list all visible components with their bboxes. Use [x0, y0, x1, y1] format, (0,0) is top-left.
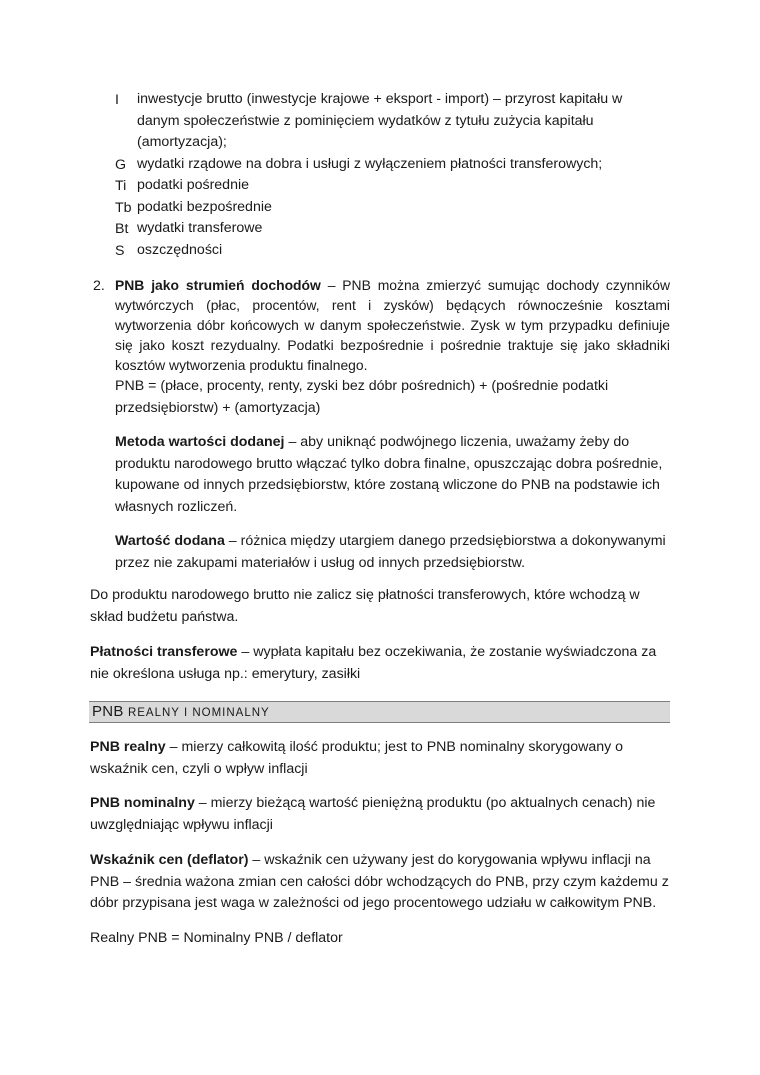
symbol-definition: wydatki rządowe na dobra i usługi z wyłączeniem płatności transferowych;	[137, 156, 603, 172]
income-formula: PNB = (płace, procenty, renty, zyski bez dóbr pośrednich) + (pośrednie podatki przedsiębiorstw) + (amortyzacja)	[115, 378, 609, 416]
value-added-method-text: – aby uniknąć podwójnego liczenia, uważamy żeby do produktu narodowego brutto włączać tylko dobra finalne, opuszczając dobra pośrednie, kupowane od innych przedsiębiorstw, które zostaną wliczone do PNB na podstawie ich własnych rozliczeń.	[115, 434, 663, 515]
value-added-method-term: Metoda wartości dodanej	[115, 434, 285, 450]
symbol-label: G	[115, 157, 127, 173]
symbol-label: Tb	[115, 200, 132, 216]
value-added-method-paragraph	[115, 432, 670, 518]
transfer-payments-text: – wypłata kapitału bez oczekiwania, że zostanie wyświadczona za nie określona usługa np.: emerytury, zasiłki	[90, 644, 657, 682]
symbol-label: S	[115, 243, 125, 259]
value-added-paragraph	[115, 531, 670, 574]
section-heading-main: PNB	[92, 703, 124, 720]
deflator-term: Wskaźnik cen (deflator)	[90, 852, 249, 868]
symbol-definition: oszczędności	[137, 242, 223, 258]
section-heading-bar	[89, 701, 670, 723]
symbol-definition: podatki bezpośrednie	[137, 199, 272, 215]
real-gnp-paragraph	[90, 737, 650, 780]
deflator-paragraph	[90, 850, 670, 915]
value-added-text: – różnica między utargiem danego przedsiębiorstwa a dokonywanymi przez nie zakupami materiałów i usług od innych przedsiębiorstw.	[115, 533, 666, 571]
nominal-gnp-term: PNB nominalny	[90, 795, 195, 811]
symbol-label: Bt	[115, 221, 129, 237]
transfer-payments-term: Płatności transferowe	[90, 644, 238, 660]
value-added-term: Wartość dodana	[115, 533, 225, 549]
real-gnp-term: PNB realny	[90, 739, 166, 755]
symbol-definition: podatki pośrednie	[137, 177, 250, 193]
income-approach-paragraph	[115, 275, 670, 375]
income-approach-term: PNB jako strumień dochodów	[115, 277, 321, 293]
nominal-gnp-text: – mierzy bieżącą wartość pieniężną produktu (po aktualnych cenach) nie uwzględniając wpływu inflacji	[90, 795, 656, 833]
income-approach-text: – PNB można zmierzyć sumując dochody czynników wytwórczych (płac, procentów, rent i zysków) będących równocześnie kosztami wytworzenia dóbr końcowych w danym społeczeństwie. Zysk w tym przypadku definiuje się jako koszt rezydualny. Podatki bezpośrednie i pośrednie traktuje się jako składniki kosztów wytworzenia produktu finalnego.	[115, 277, 670, 373]
deflator-text: – wskaźnik cen używany jest do korygowania wpływu inflacji na PNB – średnia ważona zmian cen całości dóbr wchodzących do PNB, przy czym każdemu z dóbr przypisana jest waga w zależności od jego procentowego udziału w całkowitym PNB.	[90, 852, 669, 911]
symbol-definition: inwestycje brutto (inwestycje krajowe + eksport - import) – przyrost kapitału w danym społeczeństwie z pominięciem wydatków z tytułu zużycia kapitału (amortyzacja);	[137, 91, 623, 150]
list-number: 2.	[93, 278, 105, 294]
section-heading-rest: REALNY I NOMINALNY	[123, 707, 270, 719]
symbol-definition: wydatki transferowe	[137, 220, 263, 236]
nominal-gnp-paragraph	[90, 793, 660, 836]
symbol-label: I	[115, 92, 119, 108]
transfer-payments-paragraph	[90, 642, 670, 685]
real-gnp-formula: Realny PNB = Nominalny PNB / deflator	[90, 930, 343, 946]
symbol-label: Ti	[115, 178, 127, 194]
real-gnp-text: – mierzy całkowitą ilość produktu; jest to PNB nominalny skorygowany o wskaźnik cen, czyli o wpływ inflacji	[90, 739, 624, 777]
section-heading	[92, 703, 270, 720]
transfers-note-paragraph: Do produktu narodowego brutto nie zalicz się płatności transferowych, które wchodzą w skład budżetu państwa.	[90, 587, 640, 625]
